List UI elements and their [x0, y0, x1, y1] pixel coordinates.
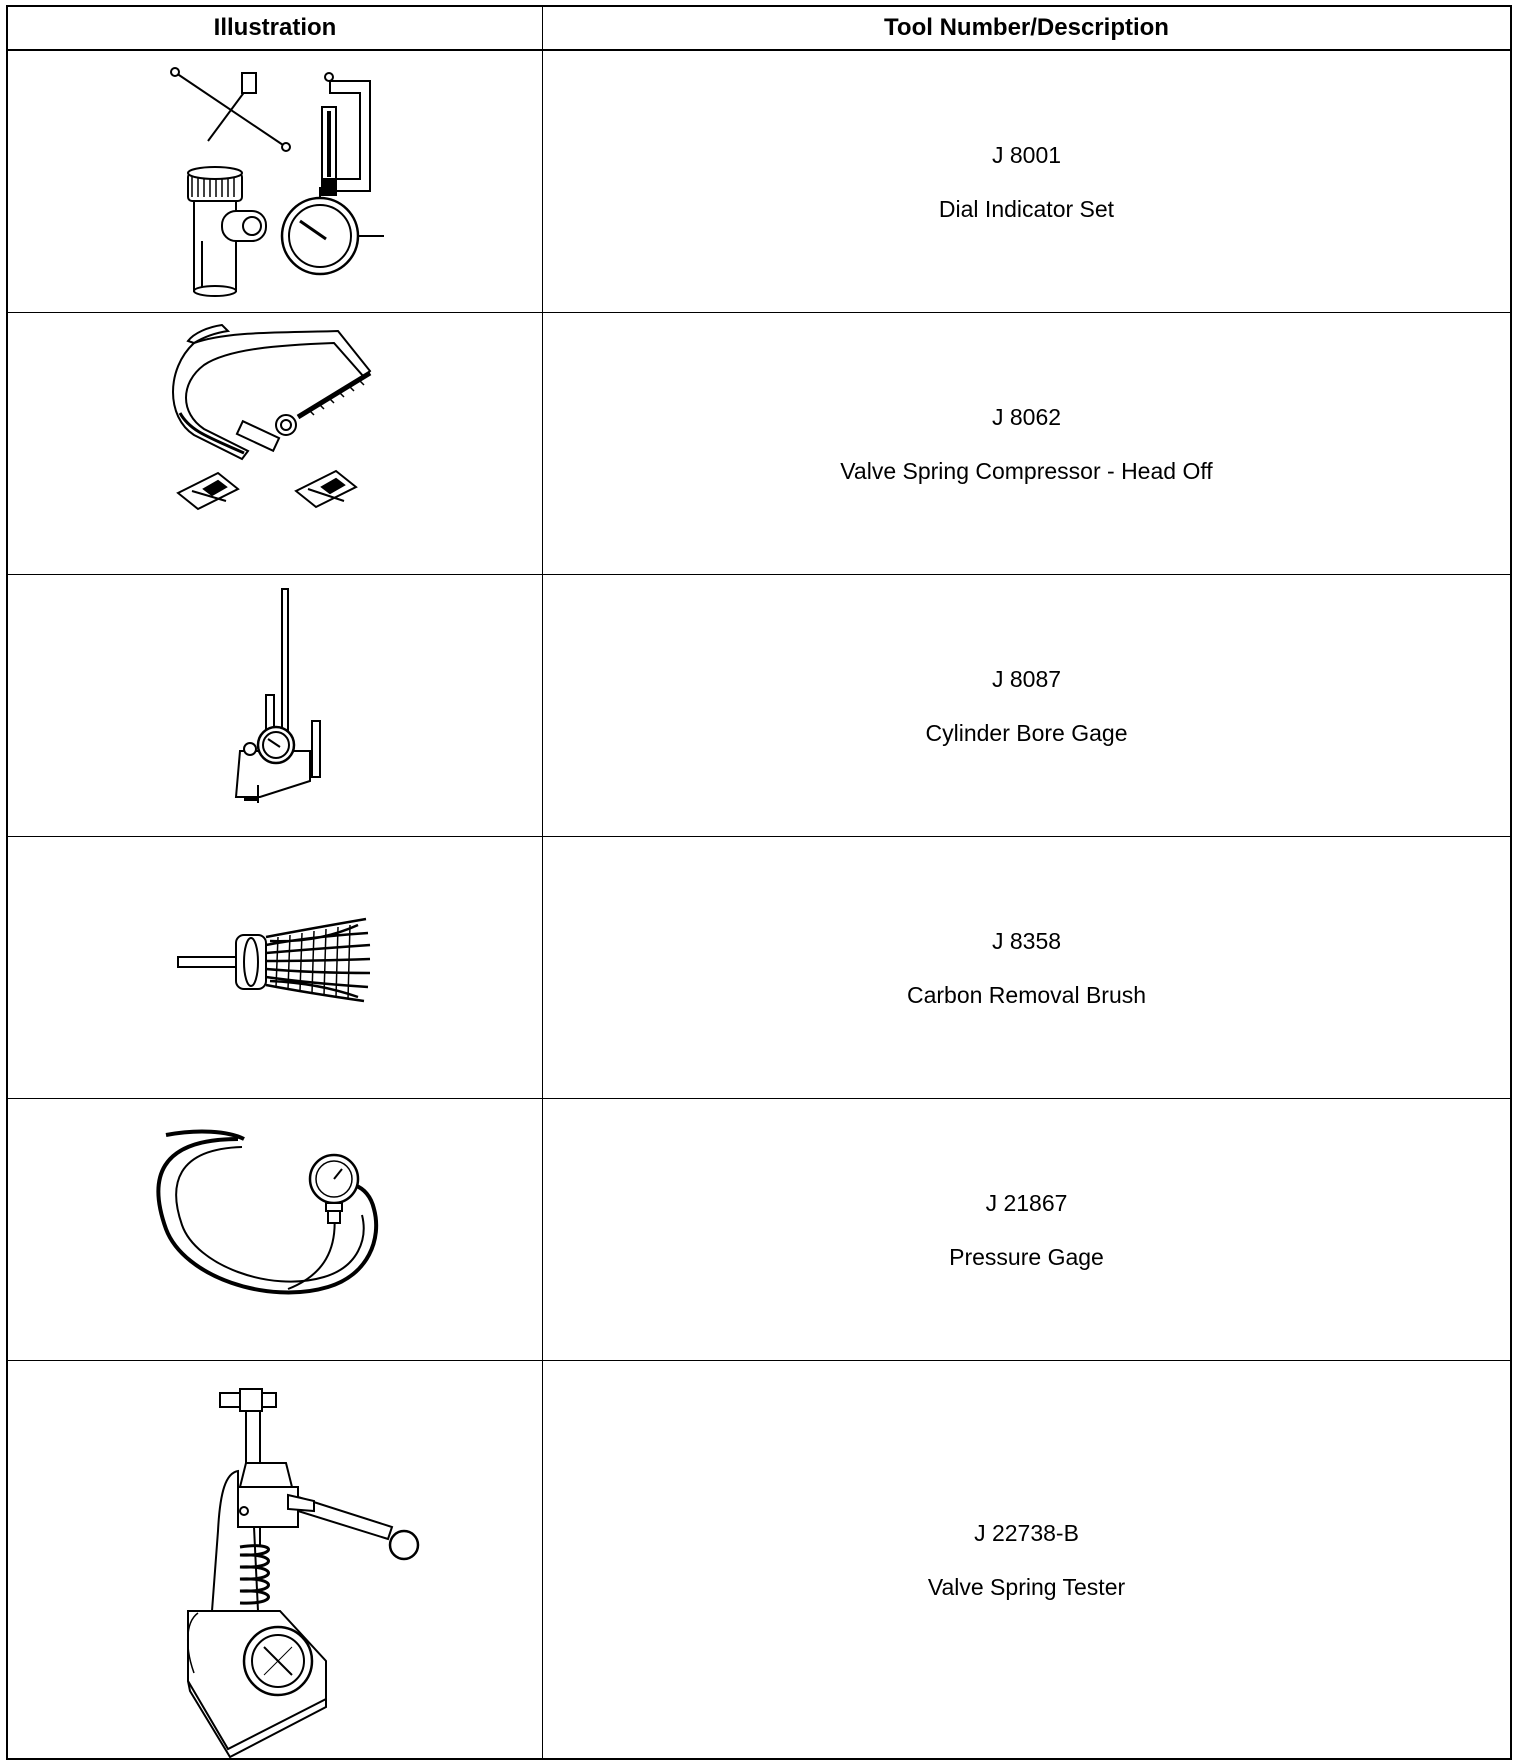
- tool-number: J 8358: [991, 927, 1062, 954]
- table-row: [8, 575, 1510, 837]
- table-row: [8, 837, 1510, 1099]
- illustration-cell: [8, 1099, 542, 1360]
- illustration-cell: [8, 51, 542, 312]
- tool-description-cell: [543, 575, 1510, 836]
- table-row: [8, 1099, 1510, 1361]
- tool-number: J 21867: [985, 1189, 1068, 1216]
- tool-description-cell: [543, 1361, 1510, 1758]
- tool-description: Cylinder Bore Gage: [925, 719, 1128, 746]
- header-tool-number-description: Tool Number/Description: [884, 14, 1169, 41]
- table-row: [8, 51, 1510, 313]
- table-row: [8, 1361, 1510, 1758]
- illustration-cell: [8, 313, 542, 574]
- illustration-cell: [8, 837, 542, 1098]
- tool-description: Valve Spring Tester: [927, 1573, 1126, 1600]
- table-row: [8, 313, 1510, 575]
- pressure-gage-illustration: [8, 1099, 542, 1361]
- tool-number: J 8001: [991, 141, 1062, 168]
- tool-number: J 8087: [991, 665, 1062, 692]
- tool-description: Valve Spring Compressor - Head Off: [840, 457, 1213, 484]
- cylinder-bore-gage-illustration: [8, 575, 542, 837]
- table-header: [8, 7, 1510, 51]
- tool-description-cell: [543, 51, 1510, 312]
- dial-indicator-set-illustration: [8, 51, 542, 313]
- tool-description: Carbon Removal Brush: [906, 981, 1147, 1008]
- valve-spring-compressor-illustration: [8, 313, 542, 575]
- tool-description: Dial Indicator Set: [938, 195, 1115, 222]
- carbon-removal-brush-illustration: [8, 837, 542, 1099]
- tool-number: J 8062: [991, 403, 1062, 430]
- valve-spring-tester-illustration: [8, 1361, 542, 1758]
- tool-description: Pressure Gage: [949, 1243, 1104, 1270]
- header-illustration: Illustration: [213, 14, 337, 41]
- tool-description-cell: [543, 1099, 1510, 1360]
- illustration-cell: [8, 1361, 542, 1758]
- tool-number: J 22738-B: [974, 1519, 1079, 1546]
- tool-table: [6, 5, 1512, 1760]
- illustration-cell: [8, 575, 542, 836]
- tool-description-cell: [543, 837, 1510, 1098]
- tool-description-cell: [543, 313, 1510, 574]
